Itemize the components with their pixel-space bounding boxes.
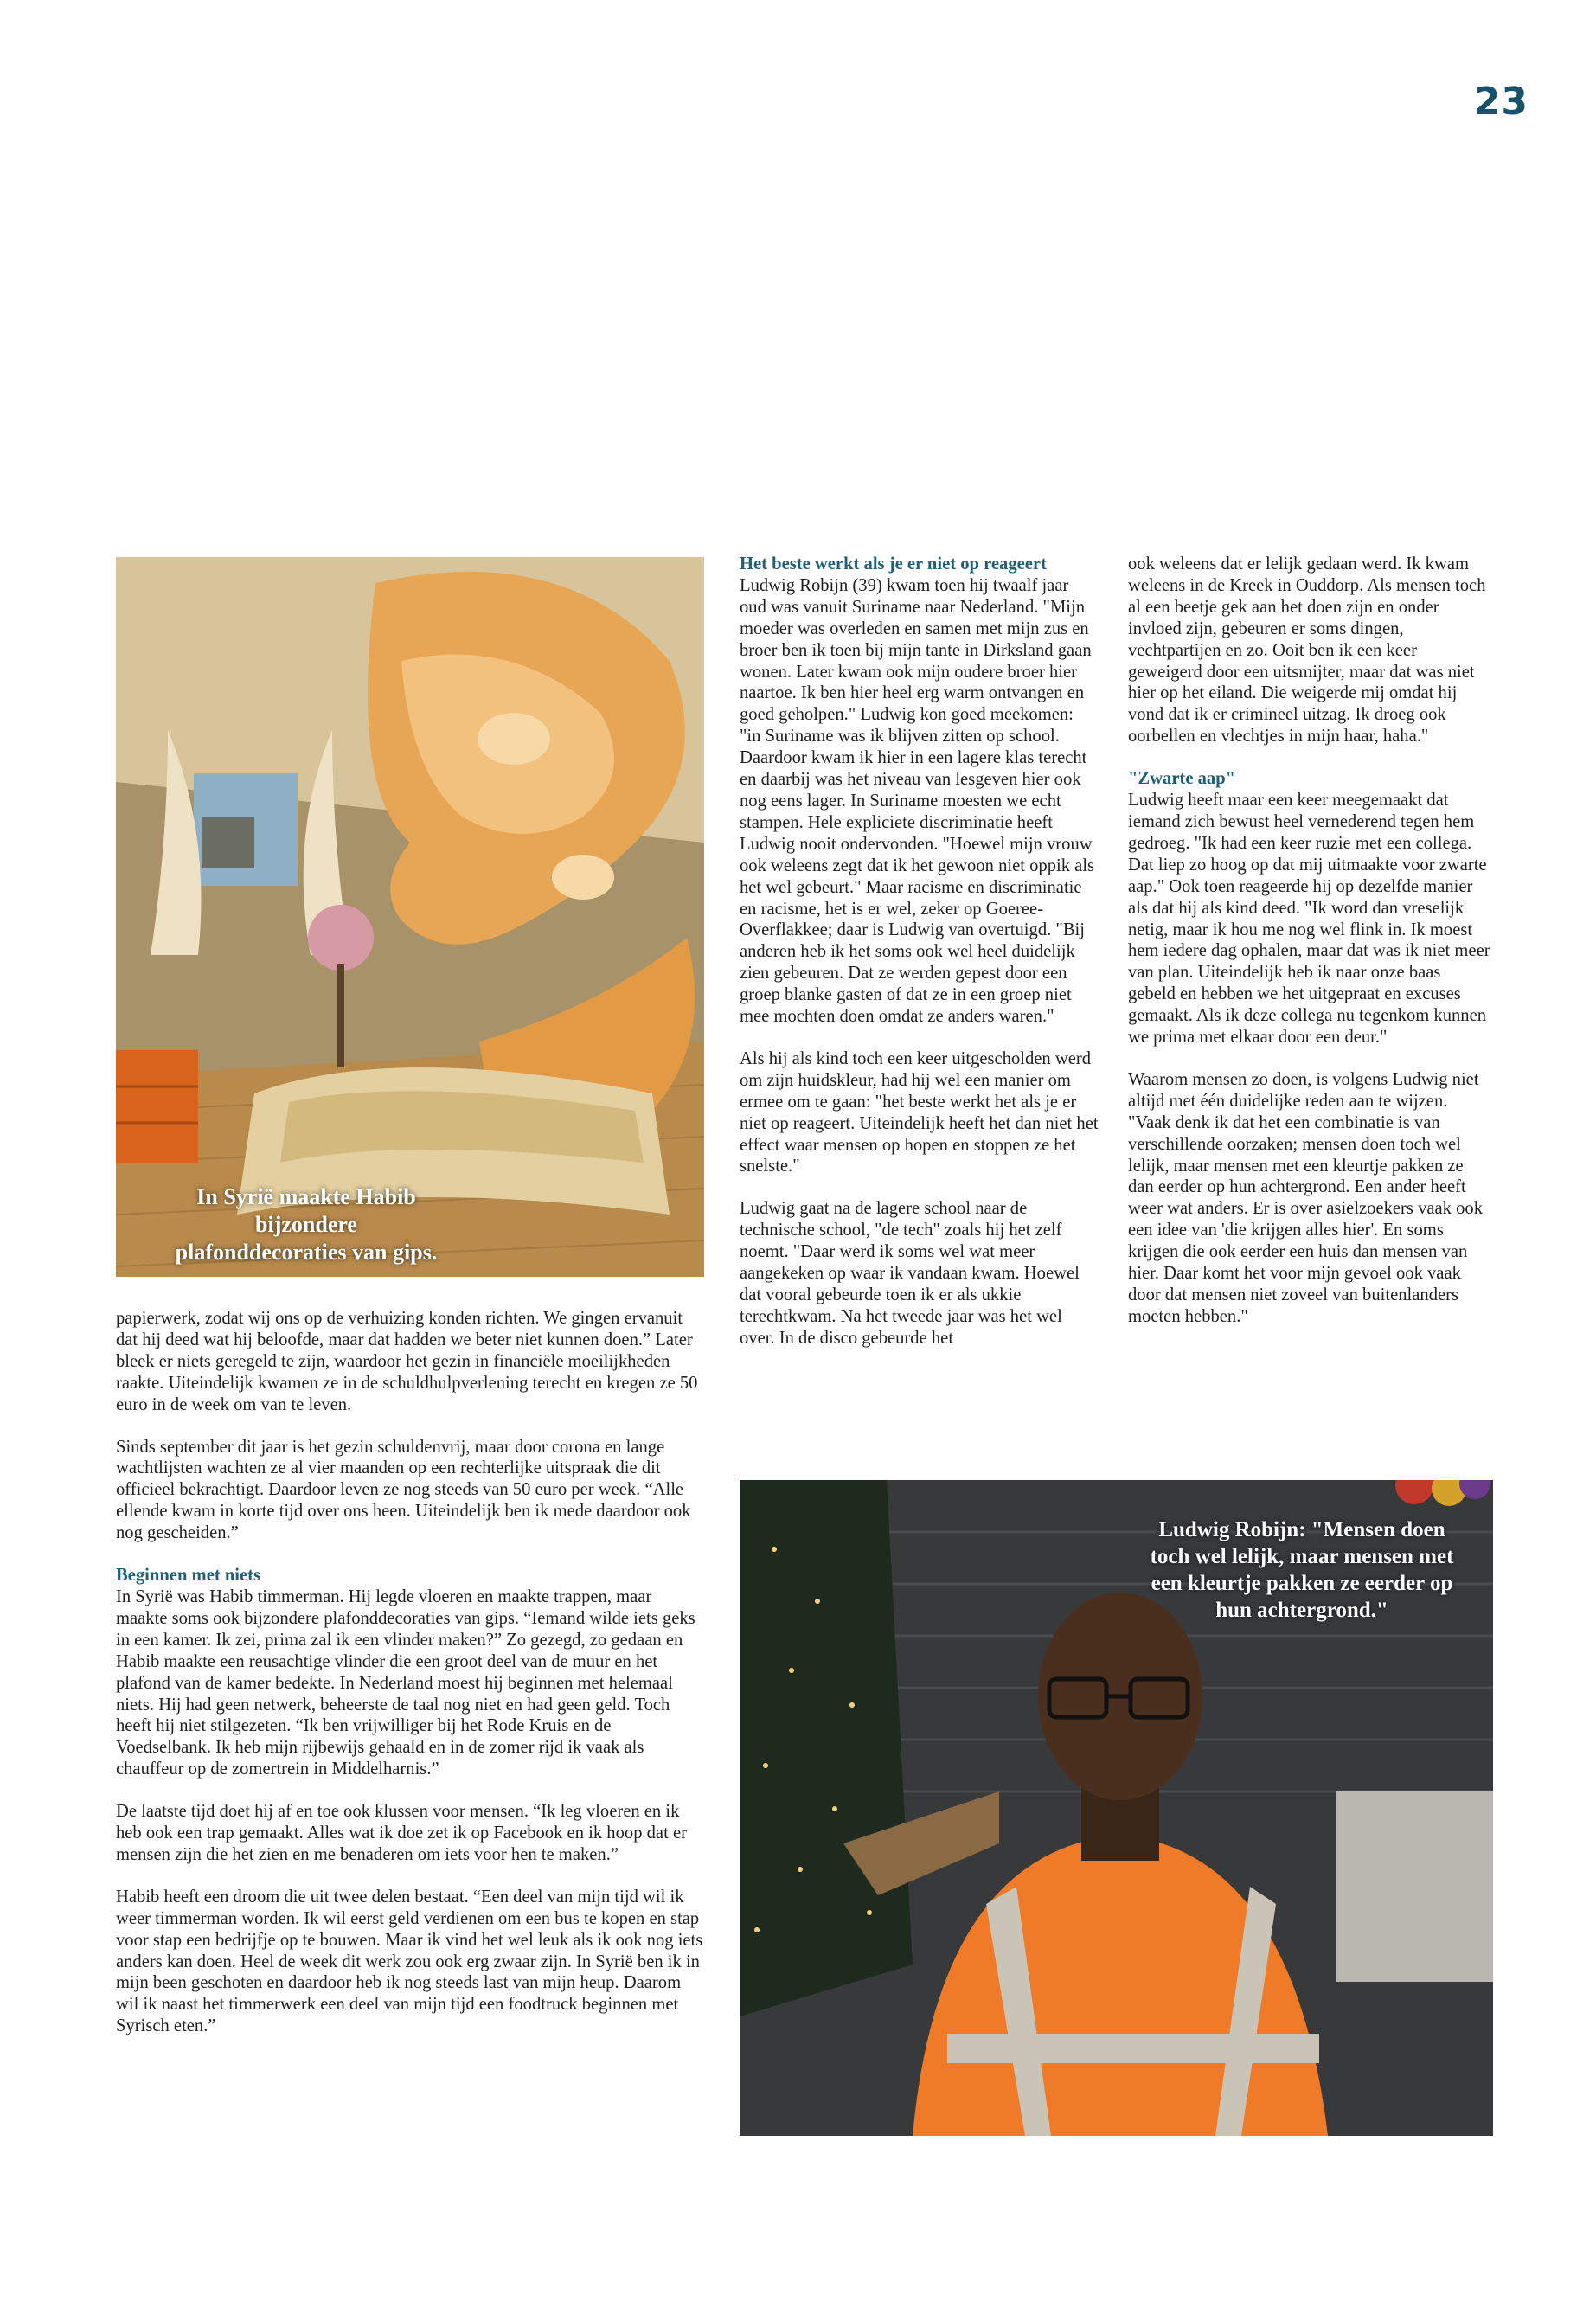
left-paragraph-5: Habib heeft een droom die uit twee delen bestaat. “Een deel van mijn tijd wil ik weer timmerman worden. Ik wil eerst geld verdienen om een bus te kopen en stap voor stap een bedrijfje op te bouwen. Maar ik vind het wel leuk als ik ook nog iets anders kan doen. Heel de week dit werk zou ook erg zwaar zijn. In Syrië ben ik in mijn been geschoten en daardoor heb ik nog steeds last van mijn heup. Daarom wil ik naast het timmerwerk een deel van mijn tijd een foodtruck beginnen met Syrisch eten.” xyxy=(116,1887,703,2036)
butterfly-room-photo xyxy=(116,557,704,1277)
left-column xyxy=(116,1308,706,2058)
middle-paragraph-2: Als hij als kind toch een keer uitgescholden werd om zijn huidskleur, had hij wel een manier om ermee om te gaan: "het beste werkt het als je er niet op reageert. Uiteindelijk heeft het dan niet het effect waar mensen op hopen en stoppen ze het snelste." xyxy=(740,1048,1099,1176)
section-heading-zwarte-aap: "Zwarte aap" xyxy=(1128,769,1236,789)
left-paragraph-3: In Syrië was Habib timmerman. Hij legde vloeren en maakte trappen, maar maakte soms ook bijzondere plafonddecoraties van gips. “Iemand wilde iets geks in een kamer. Ik zei, prima zal ik een vlinder maken?” Zo gezegd, zo gedaan en Habib maakte een reusachtige vlinder die een groot deel van de muur en het plafond van de kamer bedekte. In Nederland moest hij beginnen met helemaal niets. Hij had geen netwerk, beheerste de taal nog niet en had geen geld. Toch heeft hij niet stilgezeten. “Ik ben vrijwilliger bij het Rode Kruis en de Voedselbank. Ik heb mijn rijbewijs gehaald en in de zomer rijd ik vaak als chauffeur op de zomertrein in Middelharnis.” xyxy=(116,1586,695,1779)
left-paragraph-4: De laatste tijd doet hij af en toe ook klussen voor mensen. “Ik leg vloeren en ik heb ook een trap gemaakt. Alles wat ik doe zet ik op Facebook en ik hoop dat er mensen zijn die het zien en me benaderen om iets voor hen te maken.” xyxy=(116,1802,687,1864)
section-heading-beste: Het beste werkt als je er niet op reageert xyxy=(740,554,1047,574)
section-heading-beginnen: Beginnen met niets xyxy=(116,1566,261,1586)
middle-paragraph-3: Ludwig gaat na de lagere school naar de technische school, "de tech" zoals hij het zelf noemt. "Daar werd ik soms wel wat meer aangekeken op waar ik vandaan kwam. Hoewel dat vooral gebeurde toen ik er als ukkie terechtkwam. Na het tweede jaar was het wel over. In de disco gebeurde het xyxy=(740,1199,1080,1348)
portrait-photo-caption: Ludwig Robijn: "Mensen doen toch wel lelijk, maar mensen met een kleurtje pakken ze eerder op hun achtergrond." xyxy=(1150,1518,1454,1622)
right-paragraph-3: Waarom mensen zo doen, is volgens Ludwig niet altijd met één duidelijke reden aan te wijzen. "Vaak denk ik dat het een combinatie is van verschillende oorzaken; mensen doen toch wel lelijk, maar mensen met een kleurtje pakken ze dan eerder op hun achtergrond. Een ander heeft weer wat anders. Er is over asielzoekers vaak ook een idee van 'die krijgen alles hier'. En soms krijgen die ook eerder een huis dan mensen van hier. Daar komt het voor mijn gevoel ook vaak door dat mensen niet zoveel van buitenlanders moeten hebben." xyxy=(1128,1069,1483,1326)
right-paragraph-1: ook weleens dat er lelijk gedaan werd. Ik kwam weleens in de Kreek in Ouddorp. Als mensen toch al een beetje gek aan het doen zijn en onder invloed zijn, gebeuren er soms dingen, vechtpartijen en zo. Ooit ben ik een keer geweigerd door een uitsmijter, maar dat was niet hier op het eiland. Die weigerde mij omdat hij vond dat ik er crimineel uitzag. Ik droeg ook oorbellen en vlechtjes in mijn haar, haha." xyxy=(1128,554,1486,747)
right-paragraph-2: Ludwig heeft maar een keer meegemaakt dat iemand zich bewust heel vernederend tegen hem gedroeg. "Ik had een keer ruzie met een collega. Dat liep zo hoog op dat mij uitmaakte voor zwarte aap." Ook toen reageerde hij op dezelfde manier als dat hij als kind deed. "Ik word dan vreselijk netig, maar ik hou me nog wel flink in. Ik moest hem iedere dag ophalen, maar dat was ik niet meer van plan. Uiteindelijk heb ik naar onze baas gebeld en hebben we het uitgepraat en excuses gemaakt. Als ik deze collega nu tegenkom kunnen we prima met elkaar door een deur." xyxy=(1128,791,1490,1048)
page-number: 23 xyxy=(1473,80,1529,124)
room-photo-caption: In Syrië maakte Habib bijzondere plafonddecoraties van gips. xyxy=(175,1184,438,1265)
left-paragraph-1: papierwerk, zodat wij ons op de verhuizing konden richten. We gingen ervanuit dat hij deed wat hij beloofde, maar dat hadden we beter niet kunnen doen.” Later bleek er niets geregeld te zijn, waardoor het gezin in financiële moeilijkheden raakte. Uiteindelijk kwamen ze in de schuldhulpverlening terecht en kregen ze 50 euro in de week om van te leven. xyxy=(116,1309,698,1414)
right-column xyxy=(1128,554,1491,1349)
room-illustration xyxy=(116,557,704,1277)
portrait-photo xyxy=(740,1480,1493,2136)
middle-column xyxy=(740,554,1099,1370)
left-paragraph-2: Sinds september dit jaar is het gezin schuldenvrij, maar door corona en lange wachtlijsten wachten ze al vier maanden op een rechterlijke uitspraak die dit officieel bekrachtigt. Daardoor leven ze nog steeds van 50 euro per week. “Alle ellende kwam in korte tijd over ons heen. Uiteindelijk ben ik mede daardoor ook nog gescheiden.” xyxy=(116,1437,691,1543)
middle-paragraph-1: Ludwig Robijn (39) kwam toen hij twaalf jaar oud was vanuit Suriname naar Nederland. "Mijn moeder was overleden en samen met mijn zus en broer ben ik toen bij mijn tante in Dirksland gaan wonen. Later kwam ook mijn oudere broer hier naartoe. Ik ben hier heel erg warm ontvangen en goed geholpen." Ludwig kon goed meekomen: "in Suriname was ik blijven zitten op school. Daardoor kwam ik hier in een lagere klas terecht en daarbij was het niveau van lesgeven hier ook nog eens lager. In Suriname moesten we echt stampen. Hele expliciete discriminatie heeft Ludwig nooit ondervonden. "Hoewel mijn vrouw ook weleens zegt dat ik het gewoon niet oppik als het wel gebeurt." Maar racisme en discriminatie en racisme, het is er wel, zeker op Goeree-Overflakkee; daar is Ludwig van overtuigd. "Bij anderen heb ik het soms ook wel heel duidelijk zien gebeuren. Dat ze werden gepest door een groep blanke gasten of dat ze in een groep niet mee mochten doen omdat ze anders waren." xyxy=(740,575,1095,1027)
